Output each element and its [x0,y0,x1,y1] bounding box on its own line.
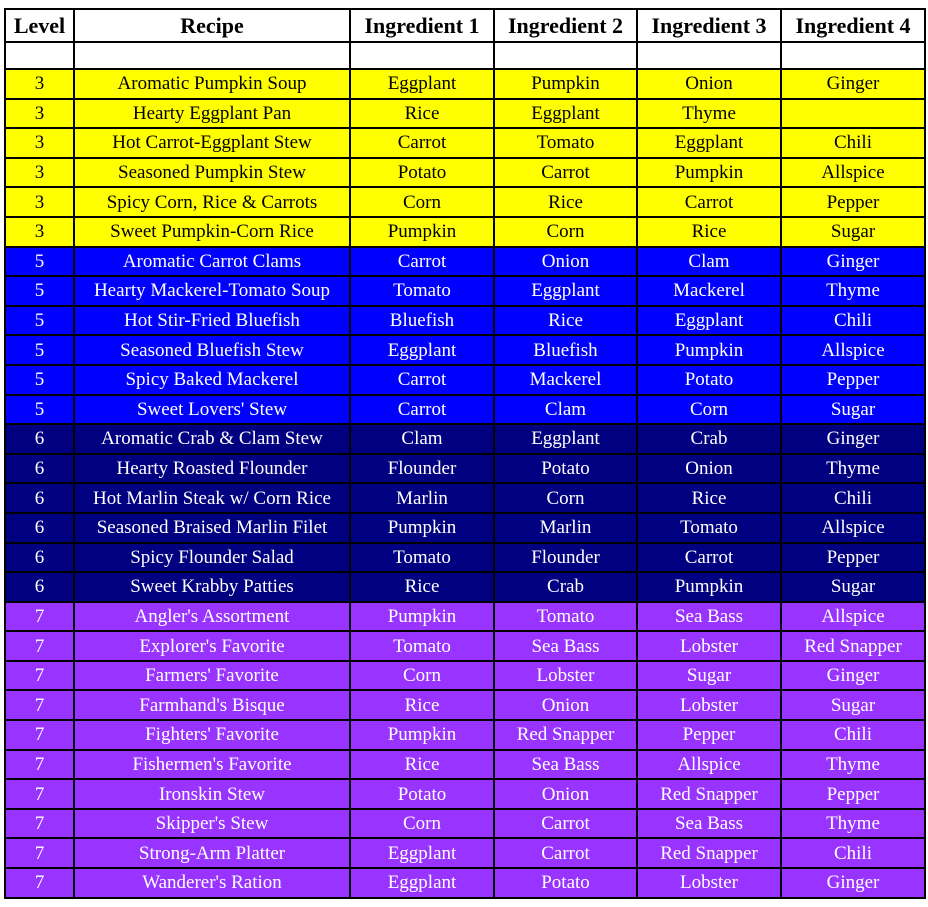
table-row [5,661,925,691]
cell-ingredient-3: Sugar [637,661,781,691]
cell-recipe: Wanderer's Ration [74,868,350,898]
cell-ingredient-4: Chili [781,720,925,750]
cell-ingredient-2: Mackerel [494,365,637,395]
cell-ingredient-3: Tomato [637,513,781,543]
cell-ingredient-2: Onion [494,779,637,809]
blank-row [5,42,925,69]
cell-level: 5 [5,306,74,336]
cell-level: 5 [5,335,74,365]
cell-ingredient-3: Red Snapper [637,838,781,868]
cell-ingredient-3: Pumpkin [637,572,781,602]
cell-ingredient-1: Rice [350,750,494,780]
cell-level: 6 [5,483,74,513]
header-ingredient-3: Ingredient 3 [637,9,781,42]
table-row [5,306,925,336]
cell-ingredient-3: Clam [637,247,781,277]
cell-recipe: Sweet Pumpkin-Corn Rice [74,217,350,247]
cell-level: 7 [5,838,74,868]
cell-ingredient-3: Onion [637,69,781,99]
table-row [5,217,925,247]
cell-ingredient-1: Tomato [350,276,494,306]
cell-ingredient-3: Eggplant [637,306,781,336]
cell-ingredient-3: Lobster [637,631,781,661]
table-row [5,809,925,839]
cell-recipe: Fighters' Favorite [74,720,350,750]
cell-ingredient-2: Carrot [494,158,637,188]
cell-ingredient-4: Allspice [781,158,925,188]
cell-ingredient-1: Tomato [350,631,494,661]
cell-ingredient-3: Pumpkin [637,158,781,188]
cell-ingredient-2: Eggplant [494,276,637,306]
cell-recipe: Strong-Arm Platter [74,838,350,868]
cell-ingredient-1: Eggplant [350,868,494,898]
recipe-table-container [4,8,926,899]
cell-ingredient-4: Ginger [781,661,925,691]
cell-ingredient-1: Marlin [350,483,494,513]
cell-level: 7 [5,631,74,661]
cell-ingredient-3: Carrot [637,543,781,573]
table-header [5,9,925,69]
cell-ingredient-1: Carrot [350,365,494,395]
cell-recipe: Aromatic Crab & Clam Stew [74,424,350,454]
cell-ingredient-1: Potato [350,158,494,188]
blank-cell [494,42,637,69]
table-row [5,158,925,188]
cell-recipe: Sweet Krabby Patties [74,572,350,602]
cell-ingredient-4: Ginger [781,69,925,99]
cell-level: 3 [5,69,74,99]
cell-ingredient-2: Sea Bass [494,631,637,661]
cell-ingredient-3: Sea Bass [637,809,781,839]
cell-ingredient-4: Allspice [781,335,925,365]
table-row [5,128,925,158]
cell-ingredient-2: Onion [494,690,637,720]
cell-level: 7 [5,868,74,898]
cell-ingredient-2: Flounder [494,543,637,573]
table-row [5,572,925,602]
cell-ingredient-4: Chili [781,838,925,868]
cell-recipe: Hearty Roasted Flounder [74,454,350,484]
cell-ingredient-1: Rice [350,572,494,602]
cell-recipe: Spicy Baked Mackerel [74,365,350,395]
cell-ingredient-3: Rice [637,483,781,513]
cell-ingredient-4: Allspice [781,602,925,632]
cell-ingredient-3: Crab [637,424,781,454]
cell-ingredient-2: Sea Bass [494,750,637,780]
cell-ingredient-3: Mackerel [637,276,781,306]
cell-ingredient-3: Pepper [637,720,781,750]
cell-recipe: Seasoned Braised Marlin Filet [74,513,350,543]
cell-level: 7 [5,809,74,839]
cell-ingredient-1: Potato [350,779,494,809]
table-row [5,187,925,217]
cell-recipe: Spicy Corn, Rice & Carrots [74,187,350,217]
table-row [5,631,925,661]
cell-ingredient-2: Carrot [494,809,637,839]
cell-level: 6 [5,454,74,484]
cell-level: 5 [5,247,74,277]
cell-ingredient-3: Corn [637,395,781,425]
cell-recipe: Seasoned Bluefish Stew [74,335,350,365]
cell-ingredient-1: Rice [350,99,494,129]
cell-recipe: Hearty Mackerel-Tomato Soup [74,276,350,306]
table-row [5,602,925,632]
cell-ingredient-2: Rice [494,306,637,336]
cell-recipe: Ironskin Stew [74,779,350,809]
cell-ingredient-2: Tomato [494,128,637,158]
cell-ingredient-3: Eggplant [637,128,781,158]
cell-ingredient-2: Lobster [494,661,637,691]
table-row [5,838,925,868]
cell-ingredient-1: Rice [350,690,494,720]
table-row [5,750,925,780]
cell-recipe: Fishermen's Favorite [74,750,350,780]
cell-ingredient-4: Pepper [781,543,925,573]
table-row [5,395,925,425]
blank-cell [781,42,925,69]
recipe-table [4,8,926,899]
cell-level: 3 [5,217,74,247]
table-row [5,720,925,750]
cell-level: 3 [5,187,74,217]
cell-ingredient-2: Red Snapper [494,720,637,750]
cell-recipe: Hearty Eggplant Pan [74,99,350,129]
cell-ingredient-1: Flounder [350,454,494,484]
cell-ingredient-4: Chili [781,128,925,158]
blank-cell [637,42,781,69]
cell-ingredient-1: Carrot [350,395,494,425]
cell-recipe: Skipper's Stew [74,809,350,839]
cell-recipe: Hot Carrot-Eggplant Stew [74,128,350,158]
cell-recipe: Hot Marlin Steak w/ Corn Rice [74,483,350,513]
cell-ingredient-3: Carrot [637,187,781,217]
cell-ingredient-3: Red Snapper [637,779,781,809]
cell-level: 7 [5,720,74,750]
cell-ingredient-1: Bluefish [350,306,494,336]
cell-ingredient-1: Corn [350,809,494,839]
table-row [5,69,925,99]
cell-recipe: Angler's Assortment [74,602,350,632]
cell-ingredient-3: Sea Bass [637,602,781,632]
header-recipe: Recipe [74,9,350,42]
blank-cell [350,42,494,69]
header-ingredient-4: Ingredient 4 [781,9,925,42]
cell-ingredient-1: Pumpkin [350,720,494,750]
header-level: Level [5,9,74,42]
table-row [5,424,925,454]
cell-ingredient-2: Carrot [494,838,637,868]
cell-ingredient-2: Bluefish [494,335,637,365]
cell-ingredient-2: Eggplant [494,99,637,129]
cell-ingredient-4 [781,99,925,129]
cell-ingredient-1: Clam [350,424,494,454]
cell-ingredient-4: Pepper [781,187,925,217]
cell-ingredient-1: Corn [350,187,494,217]
cell-ingredient-2: Potato [494,454,637,484]
cell-recipe: Aromatic Carrot Clams [74,247,350,277]
table-row [5,483,925,513]
cell-ingredient-2: Pumpkin [494,69,637,99]
cell-level: 3 [5,158,74,188]
cell-ingredient-2: Corn [494,483,637,513]
cell-ingredient-4: Ginger [781,247,925,277]
table-row [5,690,925,720]
cell-ingredient-2: Onion [494,247,637,277]
header-ingredient-1: Ingredient 1 [350,9,494,42]
table-row [5,513,925,543]
cell-ingredient-1: Carrot [350,128,494,158]
cell-ingredient-2: Crab [494,572,637,602]
cell-level: 7 [5,690,74,720]
table-row [5,868,925,898]
table-row [5,779,925,809]
cell-ingredient-4: Thyme [781,276,925,306]
cell-recipe: Farmers' Favorite [74,661,350,691]
cell-level: 7 [5,661,74,691]
cell-recipe: Aromatic Pumpkin Soup [74,69,350,99]
header-ingredient-2: Ingredient 2 [494,9,637,42]
cell-ingredient-4: Thyme [781,809,925,839]
cell-level: 7 [5,602,74,632]
cell-level: 6 [5,424,74,454]
cell-level: 6 [5,572,74,602]
cell-ingredient-2: Eggplant [494,424,637,454]
table-body [5,69,925,898]
header-row [5,9,925,42]
blank-cell [5,42,74,69]
cell-recipe: Seasoned Pumpkin Stew [74,158,350,188]
cell-ingredient-3: Onion [637,454,781,484]
cell-level: 6 [5,543,74,573]
cell-recipe: Spicy Flounder Salad [74,543,350,573]
cell-recipe: Sweet Lovers' Stew [74,395,350,425]
cell-level: 7 [5,779,74,809]
cell-ingredient-1: Eggplant [350,838,494,868]
cell-ingredient-3: Rice [637,217,781,247]
cell-ingredient-4: Red Snapper [781,631,925,661]
cell-recipe: Explorer's Favorite [74,631,350,661]
cell-level: 6 [5,513,74,543]
table-row [5,99,925,129]
table-row [5,365,925,395]
cell-ingredient-3: Allspice [637,750,781,780]
cell-ingredient-3: Potato [637,365,781,395]
table-row [5,543,925,573]
cell-ingredient-4: Pepper [781,779,925,809]
cell-ingredient-1: Tomato [350,543,494,573]
table-row [5,276,925,306]
cell-level: 3 [5,99,74,129]
cell-recipe: Farmhand's Bisque [74,690,350,720]
cell-ingredient-2: Potato [494,868,637,898]
cell-ingredient-3: Pumpkin [637,335,781,365]
cell-ingredient-1: Pumpkin [350,217,494,247]
cell-ingredient-4: Pepper [781,365,925,395]
table-row [5,454,925,484]
cell-ingredient-2: Clam [494,395,637,425]
cell-ingredient-1: Eggplant [350,69,494,99]
cell-ingredient-4: Chili [781,483,925,513]
cell-ingredient-3: Thyme [637,99,781,129]
cell-ingredient-4: Ginger [781,868,925,898]
cell-ingredient-3: Lobster [637,868,781,898]
cell-ingredient-4: Allspice [781,513,925,543]
cell-ingredient-2: Tomato [494,602,637,632]
blank-cell [74,42,350,69]
cell-level: 7 [5,750,74,780]
cell-ingredient-2: Corn [494,217,637,247]
cell-ingredient-2: Rice [494,187,637,217]
cell-ingredient-4: Ginger [781,424,925,454]
table-row [5,247,925,277]
cell-ingredient-4: Sugar [781,217,925,247]
cell-level: 3 [5,128,74,158]
cell-ingredient-1: Corn [350,661,494,691]
cell-ingredient-2: Marlin [494,513,637,543]
cell-ingredient-4: Sugar [781,395,925,425]
cell-ingredient-1: Pumpkin [350,602,494,632]
cell-ingredient-4: Thyme [781,750,925,780]
cell-ingredient-1: Pumpkin [350,513,494,543]
cell-level: 5 [5,276,74,306]
cell-ingredient-4: Chili [781,306,925,336]
cell-ingredient-4: Sugar [781,690,925,720]
cell-ingredient-1: Carrot [350,247,494,277]
cell-level: 5 [5,365,74,395]
cell-ingredient-1: Eggplant [350,335,494,365]
cell-ingredient-3: Lobster [637,690,781,720]
cell-ingredient-4: Sugar [781,572,925,602]
cell-recipe: Hot Stir-Fried Bluefish [74,306,350,336]
cell-ingredient-4: Thyme [781,454,925,484]
table-row [5,335,925,365]
cell-level: 5 [5,395,74,425]
